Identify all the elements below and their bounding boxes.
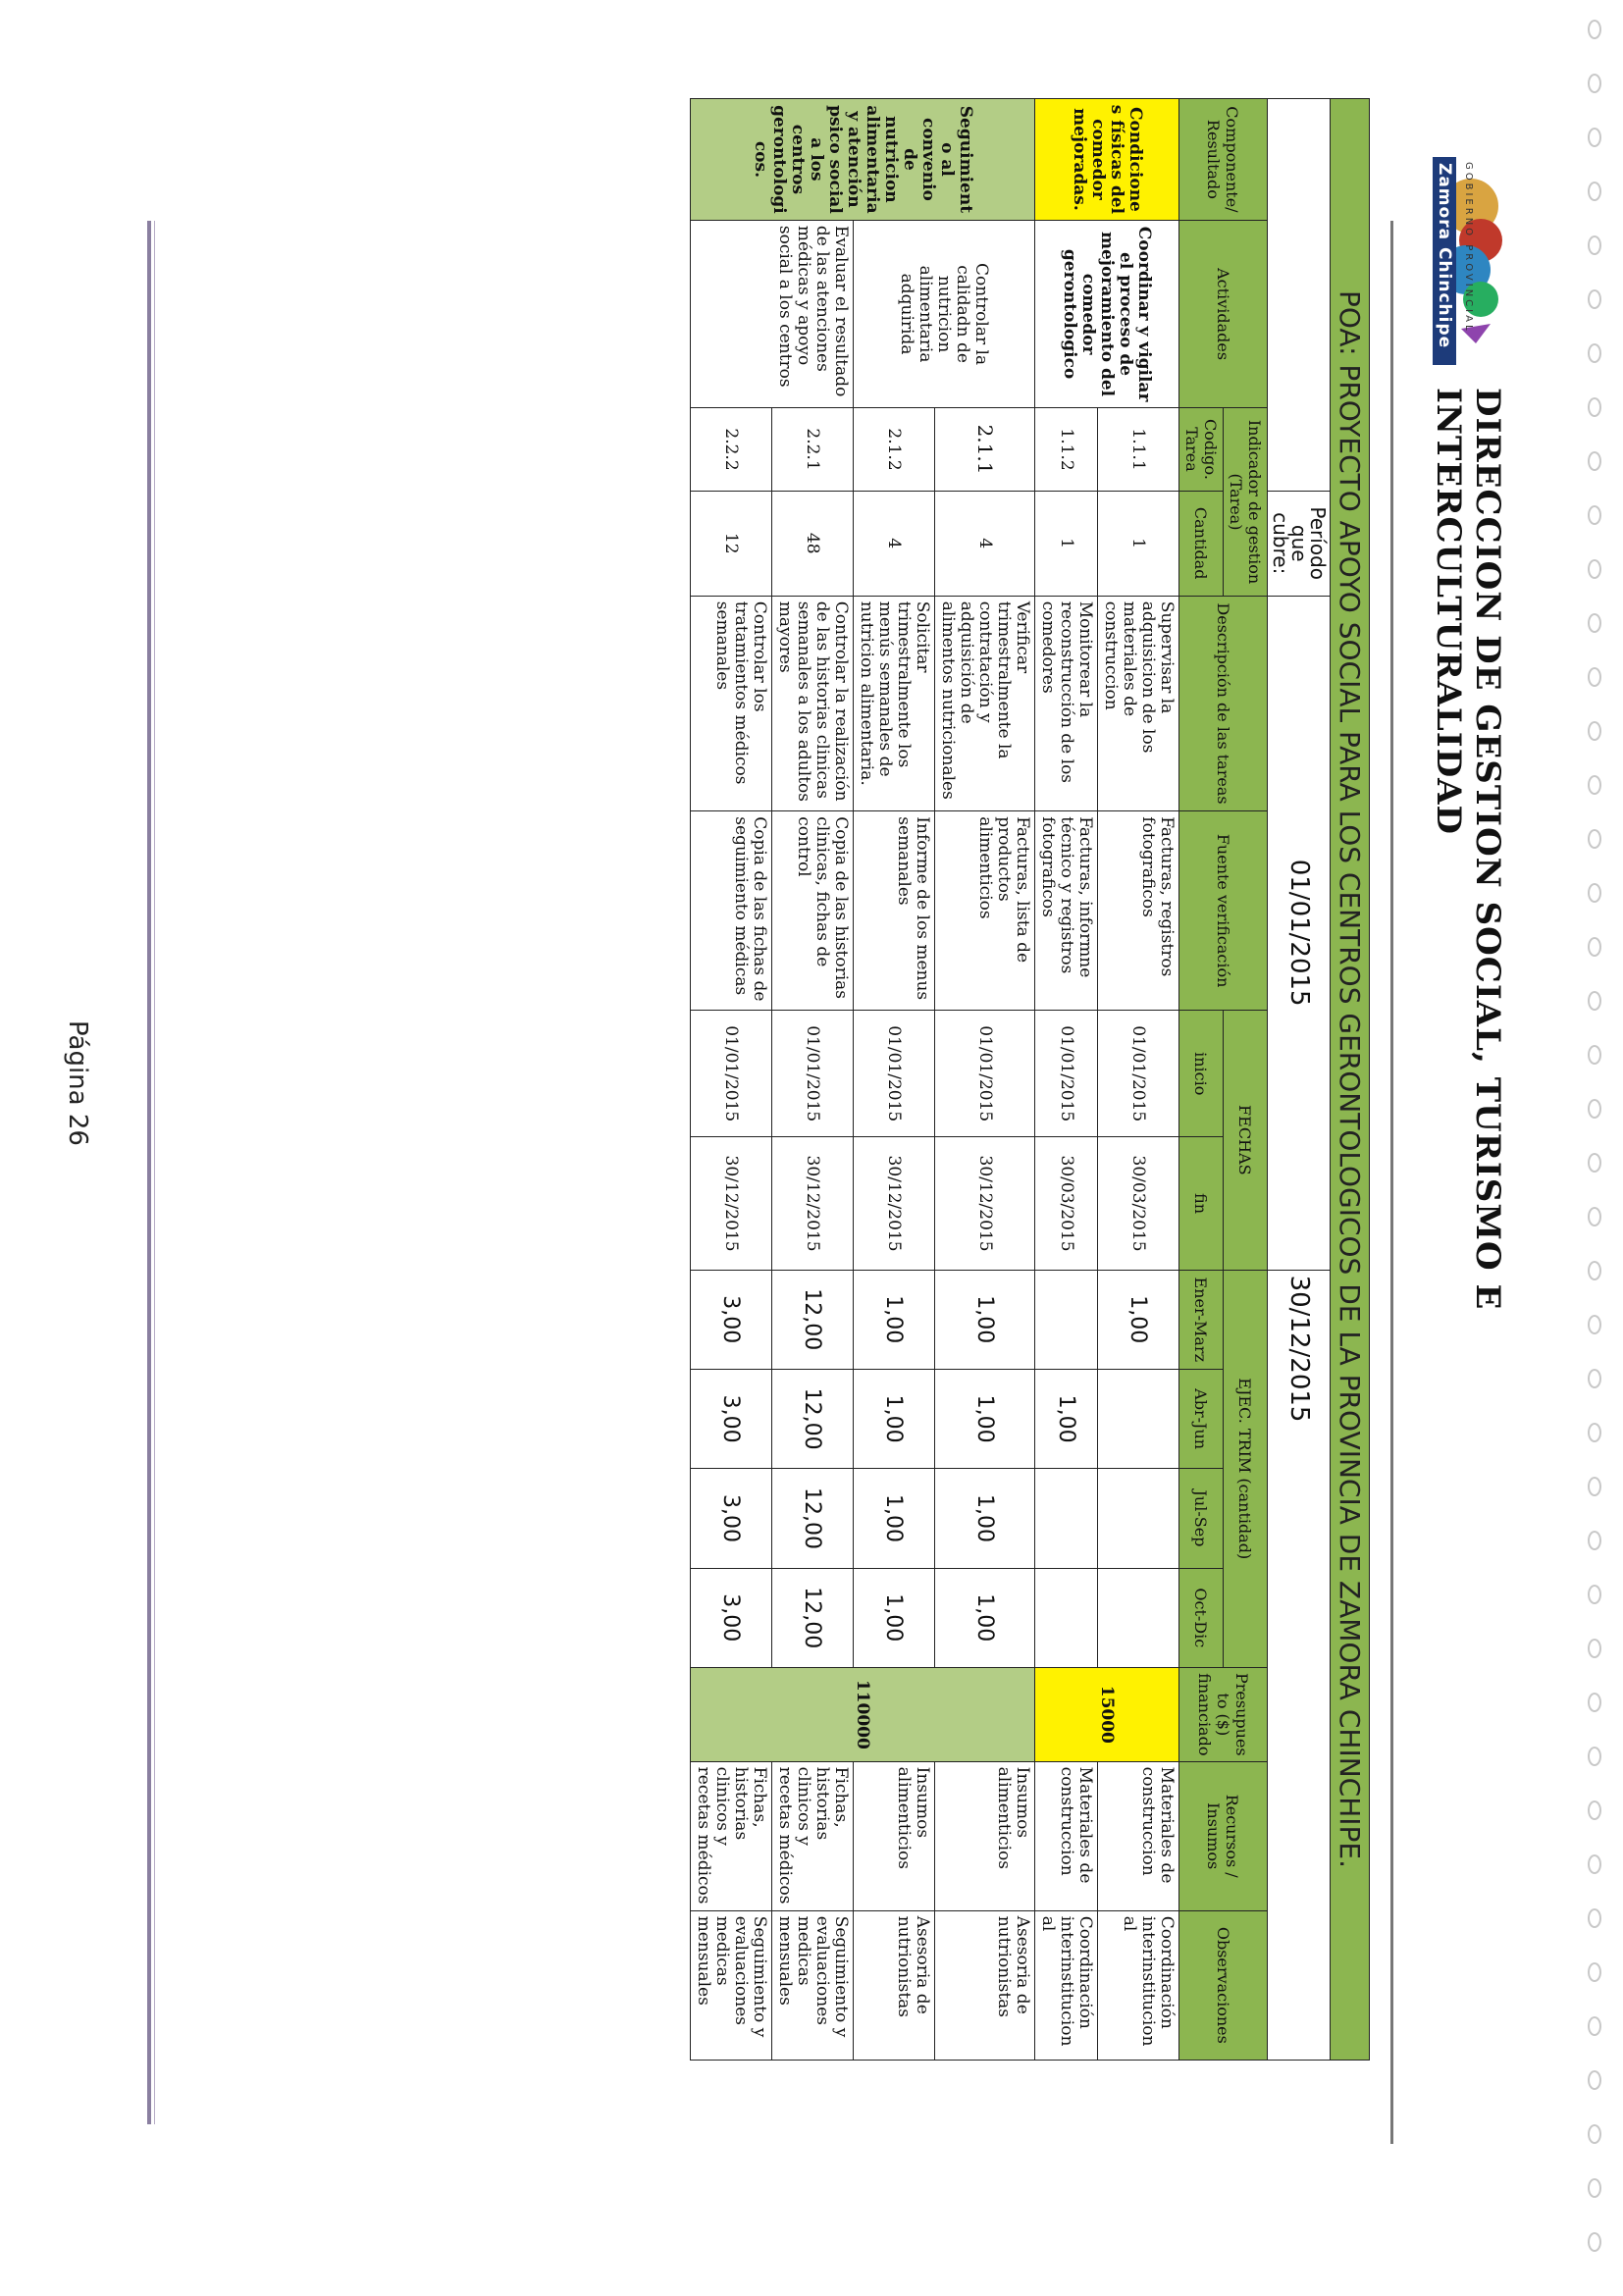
- descripcion-cell: Monitorear la reconstrucción de los comedores: [1035, 596, 1098, 811]
- presupuesto-cell: 15000: [1035, 1667, 1179, 1761]
- fin-cell: 30/03/2015: [1098, 1137, 1179, 1270]
- q4-cell: 3,00: [691, 1568, 772, 1667]
- fuente-cell: Facturas, lista de productos alimenticios: [935, 811, 1035, 1011]
- fin-cell: 30/12/2015: [935, 1137, 1035, 1270]
- page-number: Página 26: [63, 1020, 92, 1146]
- q1-cell: 1,00: [1098, 1270, 1179, 1369]
- col-cantidad: Cantidad: [1179, 491, 1224, 596]
- observaciones-cell: Asesoria de nutrionistas: [854, 1910, 935, 2060]
- col-presupuesto: Presupuesto ($) financiado: [1179, 1667, 1268, 1761]
- q4-cell: [1098, 1568, 1179, 1667]
- col-q3: Jul-Sep: [1179, 1469, 1224, 1568]
- descripcion-cell: Controlar los tratamientos médicos semanales: [691, 596, 772, 811]
- col-inicio: inicio: [1179, 1010, 1224, 1137]
- col-fin: fin: [1179, 1137, 1224, 1270]
- descripcion-cell: Controlar la realización de las historias clinicas semanales a los adultos mayores: [772, 596, 854, 811]
- table-row: [1098, 99, 1179, 2061]
- q3-cell: [1035, 1469, 1098, 1568]
- col-q1: Ener-Marz: [1179, 1270, 1224, 1369]
- period-start: 01/01/2015: [1268, 596, 1331, 1270]
- q2-cell: 12,00: [772, 1369, 854, 1468]
- col-observaciones: Observaciones: [1179, 1910, 1268, 2060]
- recursos-cell: Insumos alimenticios: [935, 1761, 1035, 1910]
- actividad-cell: Controlar la calidadn de nutricion alimentaria adquirida: [854, 220, 1035, 407]
- recursos-cell: Insumos alimenticios: [854, 1761, 935, 1910]
- componente-cell: Condiciones físicas del comedor mejoradas.: [1035, 99, 1179, 221]
- poa-table: [690, 98, 1370, 2061]
- codigo-cell: 1.1.1: [1098, 408, 1179, 491]
- fuente-cell: Informe de los menus semanales: [854, 811, 935, 1011]
- inicio-cell: 01/01/2015: [935, 1010, 1035, 1137]
- inicio-cell: 01/01/2015: [1098, 1010, 1179, 1137]
- codigo-cell: 2.2.2: [691, 408, 772, 491]
- fuente-cell: Copia de las fichas de seguimiento médicas: [691, 811, 772, 1011]
- q1-cell: [1035, 1270, 1098, 1369]
- inicio-cell: 01/01/2015: [1035, 1010, 1098, 1137]
- componente-cell: Seguimiento al convenio de nutricion alimentaria y atención psico social a los centros gerontologicos.: [691, 99, 1035, 221]
- codigo-cell: 1.1.2: [1035, 408, 1098, 491]
- actividad-cell: Coordinar y vigilar el proceso de mejoramiento del comedor gerontologico: [1035, 220, 1179, 407]
- organization-title: DIRECCION DE GESTION SOCIAL, TURISMO E INTERCULTURALIDAD: [1429, 388, 1507, 1311]
- q2-cell: 1,00: [1035, 1369, 1098, 1468]
- codigo-cell: 2.1.2: [854, 408, 935, 491]
- inicio-cell: 01/01/2015: [691, 1010, 772, 1137]
- cantidad-cell: 1: [1035, 491, 1098, 596]
- cantidad-cell: 12: [691, 491, 772, 596]
- period-label: Período que cubre:: [1268, 491, 1331, 596]
- fin-cell: 30/12/2015: [691, 1137, 772, 1270]
- descripcion-cell: Supervisar la adquisicion de los materiales de construccion: [1098, 596, 1179, 811]
- fuente-cell: Facturas, registros fotograficos: [1098, 811, 1179, 1011]
- fuente-cell: Facturas, informne técnico y registros fotograficos: [1035, 811, 1098, 1011]
- table-row: [935, 99, 1035, 2061]
- observaciones-cell: Asesoria de nutrionistas: [935, 1910, 1035, 2060]
- codigo-cell: 2.2.1: [772, 408, 854, 491]
- cantidad-cell: 1: [1098, 491, 1179, 596]
- recursos-cell: Materiales de construccion: [1035, 1761, 1098, 1910]
- q2-cell: 3,00: [691, 1369, 772, 1468]
- logo-name: Zamora Chinchipe: [1433, 157, 1456, 365]
- descripcion-cell: Verificar trimestralmente la contratación y adquisición de alimentos nutricionales: [935, 596, 1035, 811]
- cantidad-cell: 4: [935, 491, 1035, 596]
- q1-cell: 1,00: [935, 1270, 1035, 1369]
- q3-cell: [1098, 1469, 1179, 1568]
- col-q2: Abr-Jun: [1179, 1369, 1224, 1468]
- q4-cell: 1,00: [854, 1568, 935, 1667]
- q2-cell: 1,00: [935, 1369, 1035, 1468]
- cantidad-cell: 48: [772, 491, 854, 596]
- q1-cell: 12,00: [772, 1270, 854, 1369]
- recursos-cell: Fichas, historias clinicos y recetas médicos: [691, 1761, 772, 1910]
- col-fechas: FECHAS: [1224, 1010, 1268, 1270]
- observaciones-cell: Coordinación interinstitucional: [1035, 1910, 1098, 2060]
- q4-cell: 12,00: [772, 1568, 854, 1667]
- q3-cell: 12,00: [772, 1469, 854, 1568]
- recursos-cell: Fichas, historias clinicos y recetas médicos: [772, 1761, 854, 1910]
- fin-cell: 30/03/2015: [1035, 1137, 1098, 1270]
- table-row: [772, 99, 854, 2061]
- q2-cell: [1098, 1369, 1179, 1468]
- cantidad-cell: 4: [854, 491, 935, 596]
- col-fuente: Fuente verificación: [1179, 811, 1268, 1011]
- fuente-cell: Copia de las historias clinicas, fichas de control: [772, 811, 854, 1011]
- col-indicador: Indicador de gestion (Tarea): [1224, 408, 1268, 596]
- recursos-cell: Materiales de construccion: [1098, 1761, 1179, 1910]
- col-componente: Componente/ Resultado: [1179, 99, 1268, 221]
- q1-cell: 1,00: [854, 1270, 935, 1369]
- q4-cell: [1035, 1568, 1098, 1667]
- q3-cell: 3,00: [691, 1469, 772, 1568]
- col-codigo: Codigo. Tarea: [1179, 408, 1224, 491]
- poa-table-wrapper: [690, 98, 1370, 2061]
- q3-cell: 1,00: [854, 1469, 935, 1568]
- q3-cell: 1,00: [935, 1469, 1035, 1568]
- poa-title: POA: PROYECTO APOYO SOCIAL PARA LOS CENTROS GERONTOLOGICOS DE LA PROVINCIA DE ZAMORA CHINCHIPE.: [1331, 99, 1370, 2061]
- q2-cell: 1,00: [854, 1369, 935, 1468]
- q4-cell: 1,00: [935, 1568, 1035, 1667]
- inicio-cell: 01/01/2015: [772, 1010, 854, 1137]
- logo-small-text: GOBIERNO PROVINCIAL: [1463, 162, 1474, 334]
- fin-cell: 30/12/2015: [854, 1137, 935, 1270]
- q1-cell: 3,00: [691, 1270, 772, 1369]
- inicio-cell: 01/01/2015: [854, 1010, 935, 1137]
- observaciones-cell: Seguimiento y evaluaciones medicas mensuales: [691, 1910, 772, 2060]
- codigo-cell: 2.1.1: [935, 408, 1035, 491]
- col-actividades: Actividades: [1179, 220, 1268, 407]
- col-descripcion: Descripción de las tareas: [1179, 596, 1268, 811]
- observaciones-cell: Coordinación interinstitucional: [1098, 1910, 1179, 2060]
- observaciones-cell: Seguimiento y evaluaciones medicas mensuales: [772, 1910, 854, 2060]
- period-end: 30/12/2015: [1268, 1270, 1331, 2060]
- fin-cell: 30/12/2015: [772, 1137, 854, 1270]
- col-q4: Oct-Dic: [1179, 1568, 1224, 1667]
- col-recursos: Recursos / Insumos: [1179, 1761, 1268, 1910]
- presupuesto-cell: 110000: [691, 1667, 1035, 1761]
- provincial-logo-icon: [1402, 147, 1520, 373]
- descripcion-cell: Solicitar trimestralmente los menús semanales de nutricion alimentaria.: [854, 596, 935, 811]
- col-ejec: EJEC. TRIM (cantidad): [1224, 1270, 1268, 1667]
- actividad-cell: Evaluar el resultado de las atenciones médicas y apoyo social a los centros: [691, 220, 854, 407]
